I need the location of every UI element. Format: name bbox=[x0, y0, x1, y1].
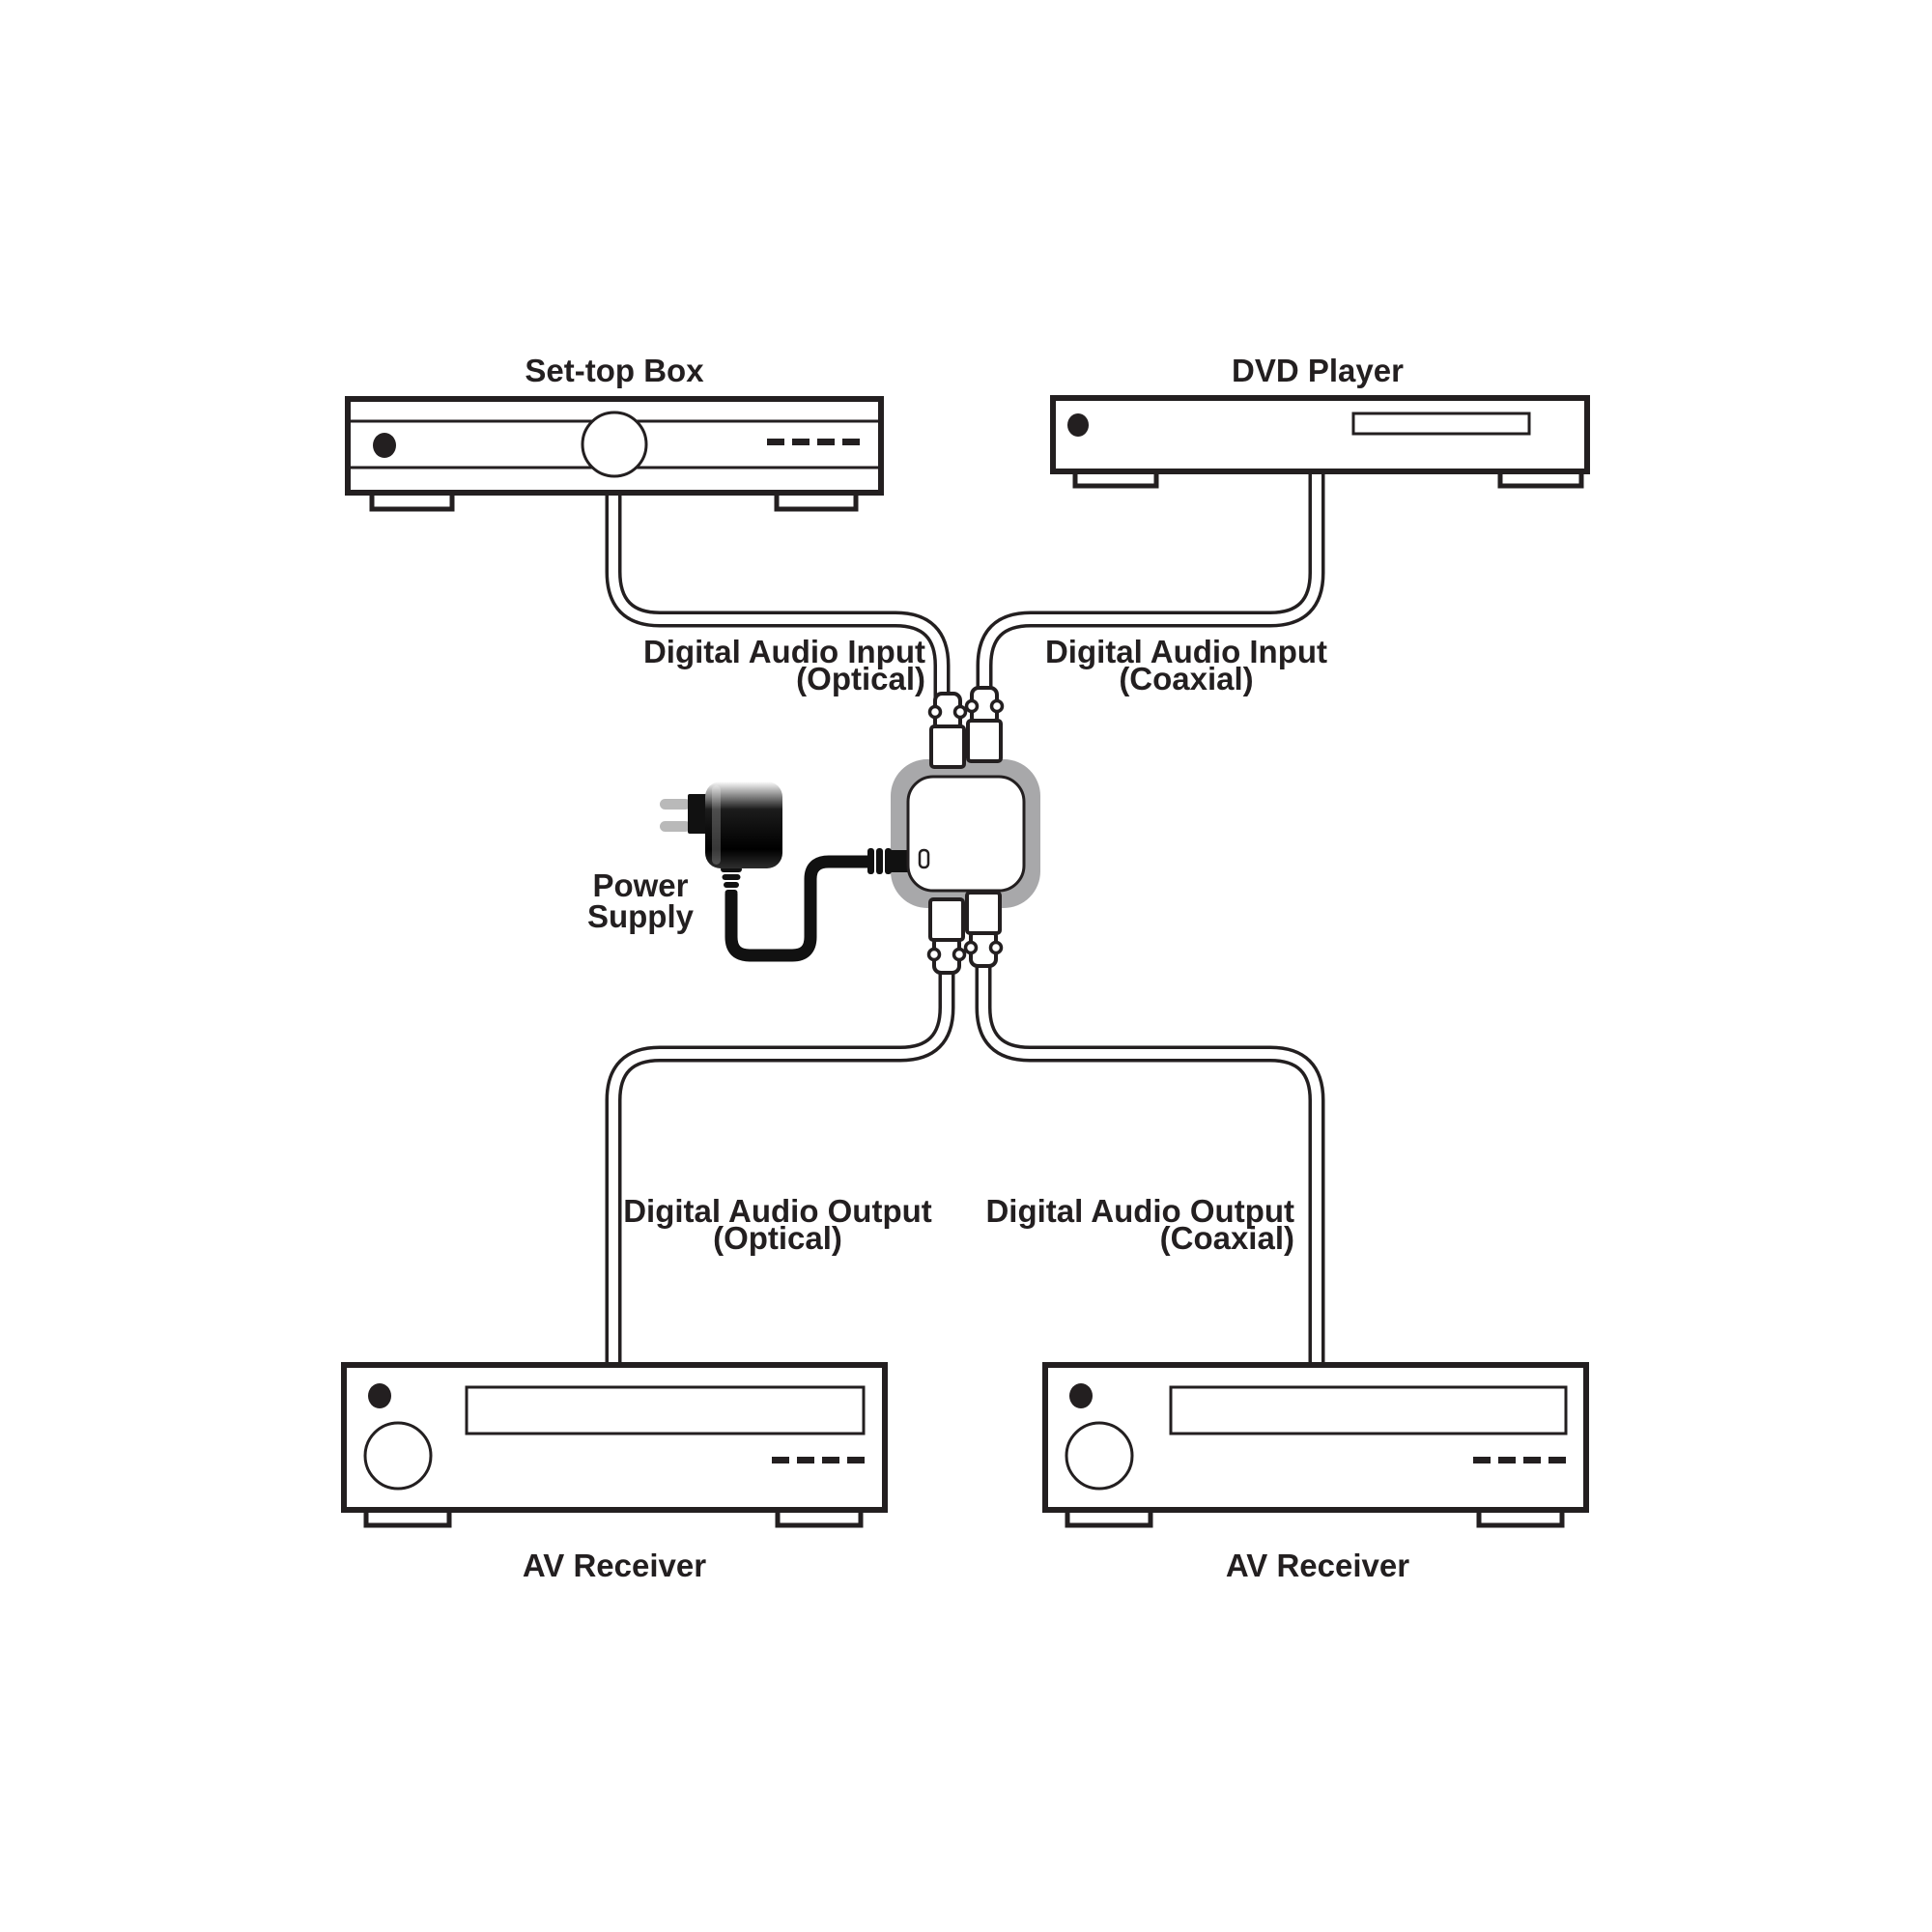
label-input-optical-line1: Digital Audio Input bbox=[642, 634, 925, 669]
volume-knob bbox=[1066, 1423, 1132, 1489]
power-led bbox=[373, 433, 396, 458]
disc-tray bbox=[1353, 413, 1529, 434]
av-receiver-right bbox=[1045, 1365, 1586, 1583]
coaxial-input-plug bbox=[967, 688, 1003, 761]
label-output-optical-line2: (Optical) bbox=[713, 1220, 842, 1256]
label-output-optical bbox=[623, 1193, 932, 1256]
dvd-player bbox=[1053, 353, 1587, 486]
display-window bbox=[467, 1387, 864, 1434]
power-led bbox=[368, 1383, 391, 1408]
power-cord bbox=[731, 862, 869, 955]
label-output-coaxial-line2: (Coaxial) bbox=[1159, 1220, 1294, 1256]
plug-prong-bottom bbox=[660, 821, 691, 832]
label-input-coaxial bbox=[1045, 634, 1327, 696]
power-supply bbox=[587, 781, 869, 955]
optical-output-plug bbox=[929, 899, 965, 973]
label-input-optical bbox=[643, 634, 925, 696]
power-led bbox=[1069, 1383, 1093, 1408]
converter-face bbox=[908, 777, 1024, 891]
converter-led-slit bbox=[920, 850, 928, 867]
audio-converter bbox=[867, 688, 1040, 973]
av-receiver-left-label: AV Receiver bbox=[522, 1548, 707, 1583]
coaxial-output-plug bbox=[966, 893, 1002, 966]
power-supply-label-line2: Supply bbox=[586, 898, 695, 934]
label-output-coaxial-line1: Digital Audio Output bbox=[985, 1193, 1294, 1229]
label-input-coaxial-line2: (Coaxial) bbox=[1119, 661, 1254, 696]
volume-knob bbox=[365, 1423, 431, 1489]
dvd-player-label: DVD Player bbox=[1232, 353, 1404, 388]
label-input-optical-line2: (Optical) bbox=[796, 661, 925, 696]
cable-output-optical bbox=[613, 966, 947, 1372]
optical-input-plug bbox=[930, 694, 966, 767]
cable-output-coaxial bbox=[983, 960, 1317, 1372]
power-led bbox=[1067, 413, 1089, 437]
label-output-optical-line1: Digital Audio Output bbox=[623, 1193, 932, 1229]
set-top-box bbox=[348, 353, 881, 509]
av-receiver-right-label: AV Receiver bbox=[1225, 1548, 1410, 1583]
dial-knob bbox=[582, 412, 646, 476]
power-supply-label-line1: Power bbox=[592, 867, 689, 903]
set-top-box-label: Set-top Box bbox=[525, 353, 704, 388]
av-receiver-left bbox=[344, 1365, 885, 1583]
display-window bbox=[1171, 1387, 1566, 1434]
strain-relief bbox=[721, 867, 742, 895]
label-output-coaxial bbox=[985, 1193, 1294, 1256]
label-input-coaxial-line1: Digital Audio Input bbox=[1044, 634, 1328, 669]
plug-prong-top bbox=[660, 799, 691, 810]
adapter-highlight bbox=[712, 785, 721, 865]
